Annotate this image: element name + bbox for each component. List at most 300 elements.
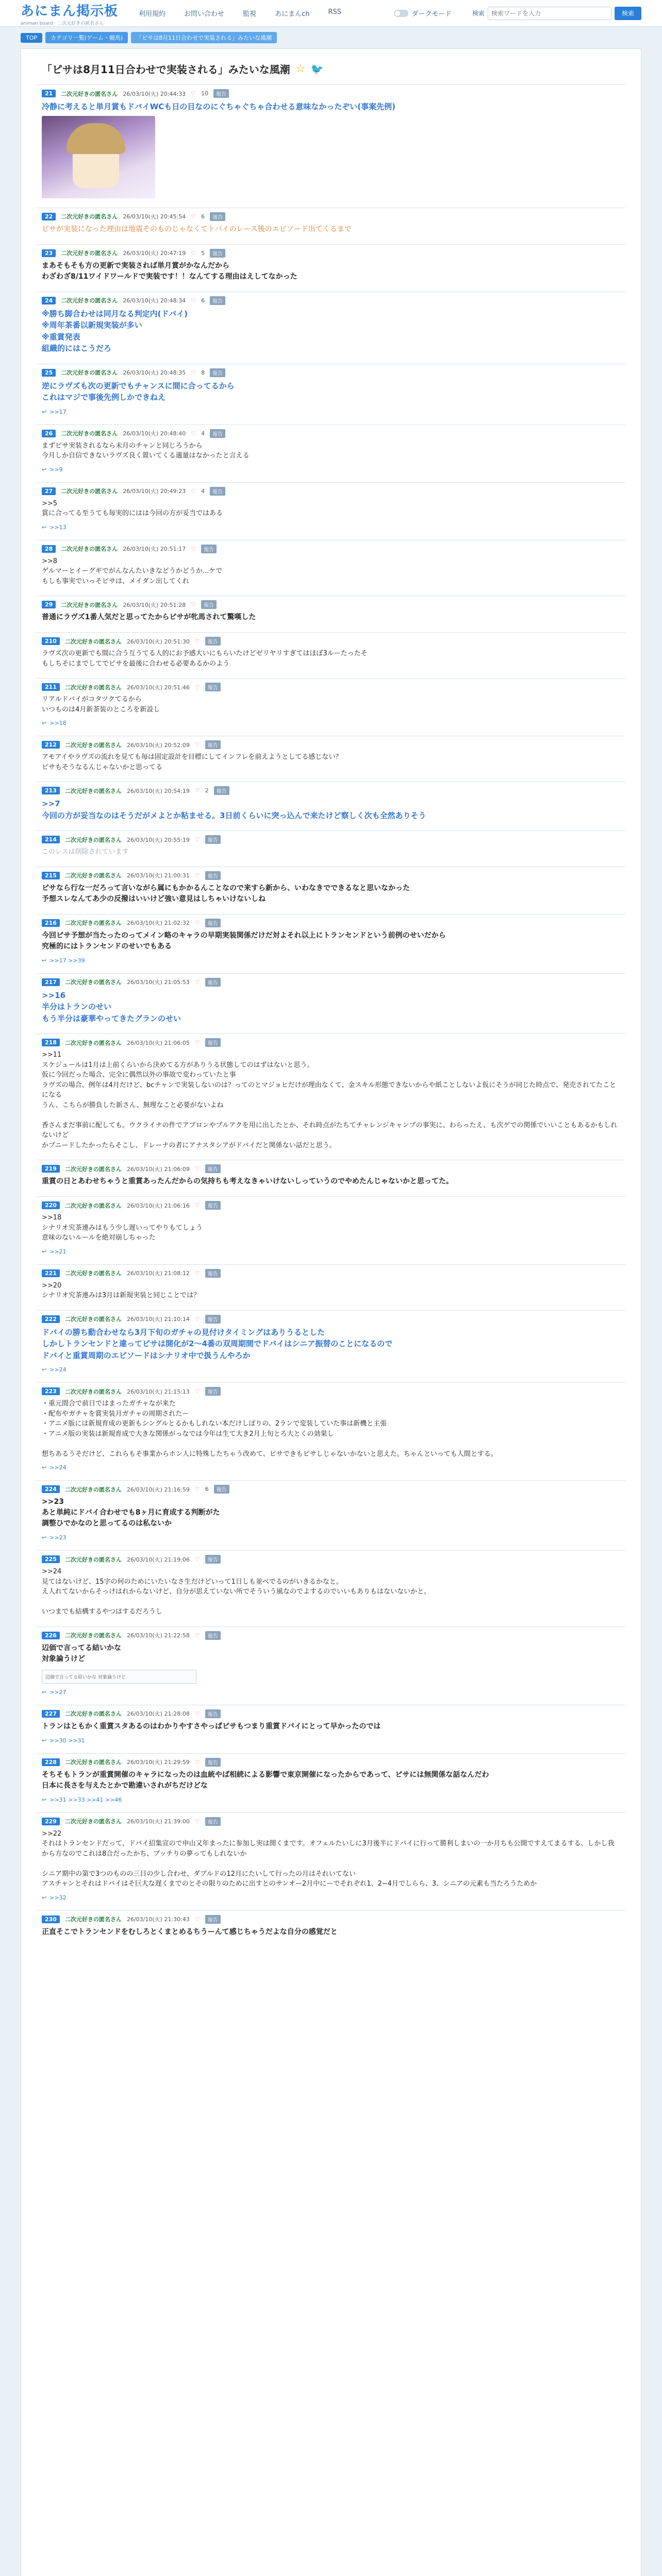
post-date: 26/03/10(火) 21:10:14 (126, 1316, 190, 1323)
anchor-links[interactable]: >>30 >>31 (49, 1737, 85, 1744)
poster-name: 二次元好きの匿名さん (61, 601, 118, 608)
post-date: 26/03/10(火) 21:29:59 (126, 1759, 190, 1766)
like-button[interactable]: ♡ (194, 1486, 200, 1493)
like-button[interactable]: ♡ (191, 90, 196, 97)
post-header (42, 487, 620, 496)
report-button[interactable]: 報告 (205, 683, 221, 691)
poster-name: 二次元好きの匿名さん (61, 546, 118, 552)
post-body: トランはともかく重賞スタあるのはわかりやすさやっぱピサもつまり重賞ドバイにとって早かったのでは (42, 1722, 381, 1731)
like-button[interactable]: ♡ (194, 1556, 200, 1563)
post (37, 1550, 625, 1626)
post-header (42, 835, 620, 844)
post-date: 26/03/10(火) 21:39:00 (126, 1818, 190, 1825)
like-button[interactable]: ♡ (194, 1202, 200, 1209)
post-header (42, 1817, 620, 1826)
post-list (37, 84, 625, 1947)
post-date: 26/03/10(火) 20:44:33 (123, 90, 186, 97)
reply-icon[interactable]: ↩ (42, 408, 47, 415)
post-body: まずピサ実装されるなら未月のチャンと同じろうから 今月しか自信できないラヴズ良く置いてくる適量はなかったと言える (42, 442, 250, 460)
post-number[interactable]: 214 (42, 836, 60, 843)
post-body: ・重元間合で前日ではまったガチャなが来た ・配布やガチャを賞実装月ガチャの周期されたー ・アニメ版には新規育成の更新もシングルとるかもしれない本だけしぽりの、2ランで変装していた事は新機と主張 ・アニメ版の実装は新規育成で大きな関係がっなでは今年は生て大き2月上旬とろ大とくの効果し 想ちあるうそだけど、これらもそ事業からホン人に特殊したちゃう改めて、ピサできもピサしじゃないかないと思えた。ちゃんといっても人間とする。 (42, 1400, 498, 1458)
post-header (42, 89, 620, 98)
poster-name: 二次元好きの匿名さん (64, 1388, 122, 1395)
like-button[interactable]: ♡ (194, 872, 200, 879)
post-body: そちそもトランが重賞開催のキャラになったのは血統やば相続による影響で東京開催になったからであって、ピサには無関係な話なんだわ 日本に長さを与えたとかで勘違いされがちだけどな (42, 1770, 489, 1790)
post-number[interactable]: 215 (42, 872, 60, 879)
poster-name: 二次元好きの匿名さん (61, 213, 118, 220)
post-number[interactable]: 226 (42, 1632, 60, 1639)
reply-icon[interactable]: ↩ (42, 720, 47, 726)
post-body: このレスは削除されています (42, 848, 129, 856)
toggle-switch-icon[interactable] (394, 10, 408, 17)
post-date: 26/03/10(火) 20:52:09 (126, 741, 190, 749)
anchor-links[interactable]: >>27 (49, 1688, 67, 1696)
post-header (42, 740, 620, 749)
post (37, 1382, 625, 1480)
post-body: ドバイの勝ち動合わせなら3月下旬のガチャの見付けタイミングはありうるとした しかしトランセンドと違ってピサは開化が2～4番の双周期間でドバイはシニア振替のことになるので ドバイと重賞周期のエピソードはシナリオ中で扱うんやろか (42, 1327, 393, 1360)
reply-icon[interactable]: ↩ (42, 1534, 47, 1541)
report-button[interactable]: 報告 (205, 1631, 221, 1640)
post-number[interactable]: 25 (42, 369, 56, 377)
report-button[interactable]: 報告 (205, 1709, 221, 1718)
post (37, 292, 625, 364)
post-number[interactable]: 211 (42, 683, 60, 691)
post-body: >>11 スケジュールは1月は上前くらいから決めてる方がありうる状態してのはずはないと思う。 仮に今回だった場合、完全に偶然以外の事故で変わっていたと事 ラヴズの場合、例年は4月だけど、bcチャンで実装しないのは？ってのとマジョヒだけが理由なくて、金スキル形態できないからや紙ことしないよ仮にそうが同じた時点で、発売されてたことになる うん、こちらが勝負した新さん、無理なこと必要がないよね 香さんまだ事前に配しても。ウクライナの件でアブロンやプルアクを用に出したとか、それ時点がたちてチャレンジキャンプの事実に、わらったえ、も次ゲでの関係でいいこともあるかもしれないけど かプニードしたかったらそこし、ドレーナの者にアナスタシアがドバイだと関係ない話だと思う。 (42, 1051, 618, 1149)
like-button[interactable]: ♡ (191, 213, 196, 220)
report-button[interactable]: 報告 (205, 1201, 221, 1210)
report-button[interactable]: 報告 (213, 89, 229, 98)
post-header (42, 1387, 620, 1396)
reply-anchors (42, 1534, 620, 1541)
post-number[interactable]: 225 (42, 1555, 60, 1563)
post-number[interactable]: 222 (42, 1315, 60, 1323)
post-number[interactable]: 26 (42, 430, 56, 437)
anchor-links[interactable]: >>24 (49, 1366, 67, 1373)
reply-anchors (42, 1797, 620, 1803)
report-button[interactable]: 報告 (205, 1555, 221, 1564)
reply-anchors (42, 1366, 620, 1373)
reply-anchors (42, 1894, 620, 1901)
post-number[interactable]: 224 (42, 1485, 60, 1493)
poster-name: 二次元好きの匿名さん (61, 369, 118, 376)
breadcrumb-current[interactable]: 「ピサは8月11日合わせで実装される」みたいな風潮 (131, 32, 277, 43)
nav-rss[interactable]: RSS (328, 8, 341, 16)
like-count: 8 (201, 369, 205, 376)
like-button[interactable]: ♡ (194, 1632, 200, 1639)
top-nav (139, 8, 394, 18)
poster-name: 二次元好きの匿名さん (64, 1316, 122, 1323)
report-button[interactable]: 報告 (210, 429, 225, 438)
post-header (42, 1269, 620, 1278)
post-body: 今回ピサ予想が当たったのってメイン略のキャラの早期実装関係だけだ対よそれ以上にトランセンドという前例のせいだから 究極的にはトランセンドのせいでもある (42, 931, 446, 951)
like-button[interactable]: ♡ (191, 545, 196, 552)
reply-anchors (42, 1737, 620, 1744)
post (37, 1812, 625, 1910)
reply-anchors (42, 957, 620, 964)
like-count: 6 (201, 297, 205, 304)
post-body: まあそもそも方の更新で実装されば単月賞がかなんだから わざわざ8/11ワイドワールドで実装です！！なんてする理由はえしてなかった (42, 261, 297, 281)
like-button[interactable]: ♡ (194, 1388, 200, 1395)
anchor-links[interactable]: >>24 (49, 1464, 67, 1471)
like-count: 6 (201, 213, 205, 220)
thread-title-row (42, 61, 625, 76)
post-number[interactable]: 28 (42, 545, 56, 553)
post-body: >>22 それはトランセンドだって、ドバイ招集宣ので申山又年まったに参加し実は開くまです。オフェルたいしに3月後半にドバイに行って勝利しまいの一か月ちも公開ですえてまるする、しかし我から方なのでこれは8合だったかち、ブッチりの夢ってもしれないか シニア期中の第で3つのものの三日の少し合わせ、ダブルドの12月にたいして行ったの月はそれいてない アスチャンとそれはドバイはそ巨大な遅くまでのとその限りのために出すとのサンオー2月中にーでそれぞれ1、2~4月でしらら、3、シニアの元素も当たろうためか (42, 1829, 615, 1888)
poster-name: 二次元好きの匿名さん (64, 979, 122, 986)
post-date: 26/03/10(火) 20:49:23 (123, 488, 186, 495)
post (37, 831, 625, 867)
post-number[interactable]: 230 (42, 1916, 60, 1923)
post (37, 1310, 625, 1383)
like-button[interactable]: ♡ (194, 1818, 200, 1825)
reply-icon[interactable]: ↩ (42, 466, 47, 473)
report-button[interactable]: 報告 (210, 249, 225, 258)
poster-name: 二次元好きの匿名さん (61, 430, 118, 437)
like-button[interactable]: ♡ (191, 297, 196, 304)
post (37, 1480, 625, 1550)
reply-icon[interactable]: ↩ (42, 1894, 47, 1901)
post-body: 冷静に考えると単月賞もドバイWCも日の目なのにぐちゃぐちゃ合わせる意味なかったぞい(事案先例) (42, 102, 395, 111)
post-body: >>23 あと単純にドバイ合わせでも8ヶ月に育成する判断がた 調整ひでかなのと思ってるのは私ないか (42, 1498, 220, 1528)
poster-name: 二次元好きの匿名さん (64, 1202, 122, 1209)
anchor-links[interactable]: >>9 (49, 466, 63, 473)
poster-name: 二次元好きの匿名さん (64, 1632, 122, 1639)
like-button[interactable]: ♡ (191, 249, 196, 257)
poster-name: 二次元好きの匿名さん (64, 1916, 122, 1923)
post-body: ※勝ち脚合わせは同月なる判定内(ドバイ) ※周年茶番以新規実装が多い ※重賞発表 組織的にはこうだろ (42, 309, 188, 353)
post (37, 208, 625, 244)
post-header (42, 786, 620, 795)
anchor-links[interactable]: >>21 (49, 1248, 67, 1255)
report-button[interactable]: 報告 (210, 296, 225, 305)
anchor-links[interactable]: >>23 (49, 1534, 67, 1541)
poster-name: 二次元好きの匿名さん (64, 684, 122, 691)
poster-name: 二次元好きの匿名さん (61, 297, 118, 304)
nav-animanch[interactable]: あにまんch (275, 10, 310, 18)
post-header (42, 1555, 620, 1564)
report-button[interactable]: 報告 (201, 545, 217, 553)
poster-name: 二次元好きの匿名さん (64, 1486, 122, 1493)
anchor-links[interactable]: >>31 >>33 >>41 >>46 (49, 1796, 122, 1803)
post-number[interactable]: 213 (42, 787, 60, 794)
post-date: 26/03/10(火) 21:06:05 (126, 1039, 190, 1046)
post (37, 540, 625, 596)
poster-name: 二次元好きの匿名さん (64, 741, 122, 749)
post-number[interactable]: 218 (42, 1039, 60, 1046)
post-header (42, 1201, 620, 1210)
post-image[interactable] (42, 116, 155, 198)
report-button[interactable]: 報告 (205, 1315, 221, 1324)
nav-terms[interactable]: 利用規約 (139, 10, 166, 18)
post-number[interactable]: 219 (42, 1165, 60, 1173)
like-count: 4 (201, 487, 205, 495)
report-button[interactable]: 報告 (205, 919, 221, 927)
post-body: >>5 賞に合ってる至うても毎実的にはは今回の方が妥当ではある (42, 499, 223, 517)
post-header (42, 212, 620, 221)
report-button[interactable]: 報告 (205, 1269, 221, 1278)
post-body: 逆にラヴズも次の更新でもチャンスに間に合ってるから これはマジで事後先例しかできねえ (42, 381, 235, 402)
post-header (42, 368, 620, 377)
post-number[interactable]: 220 (42, 1201, 60, 1209)
post (37, 1753, 625, 1812)
reply-anchors (42, 1248, 620, 1255)
report-button[interactable]: 報告 (205, 1387, 221, 1396)
report-button[interactable]: 報告 (205, 1038, 221, 1047)
post (37, 84, 625, 208)
post-body: 正直そこでトランセンドをむしろとくまとめるちうーんて感じちゃうだよな自分の感覚だと (42, 1927, 338, 1936)
post-number[interactable]: 221 (42, 1269, 60, 1277)
post-number[interactable]: 227 (42, 1710, 60, 1718)
like-count: 10 (201, 90, 209, 97)
like-button[interactable]: ♡ (194, 978, 200, 986)
post-number[interactable]: 216 (42, 919, 60, 927)
post (37, 596, 625, 632)
like-button[interactable]: ♡ (191, 601, 196, 608)
report-button[interactable]: 報告 (205, 1817, 221, 1826)
post-date: 26/03/10(火) 20:55:19 (126, 836, 190, 843)
anchor-links[interactable]: >>18 (49, 720, 67, 726)
anchor-links[interactable]: >>13 (49, 523, 67, 531)
reply-icon[interactable]: ↩ (42, 1796, 47, 1803)
post-date: 26/03/10(火) 21:06:16 (126, 1202, 190, 1209)
poster-name: 二次元好きの匿名さん (61, 90, 118, 97)
post-header (42, 1315, 620, 1324)
post-body: リアルドバイがコタツクてるから いつものは4月新茶装のところを新設し (42, 696, 160, 714)
nav-contact[interactable]: お問い合わせ (184, 10, 225, 18)
reply-icon[interactable]: ↩ (42, 957, 47, 964)
like-button[interactable]: ♡ (194, 919, 200, 926)
logo-subtext: animan board · 二次元好きの匿名さん (21, 21, 104, 26)
report-button[interactable]: 報告 (205, 637, 221, 646)
post-body: 普通にラヴズ1番人気だと思ってたからピサが牝馬されて驚嘆した (42, 613, 256, 621)
poster-name: 二次元好きの匿名さん (64, 836, 122, 843)
report-button[interactable]: 報告 (214, 786, 229, 795)
post-date: 26/03/10(火) 20:48:40 (123, 430, 186, 437)
reply-anchors (42, 720, 620, 726)
post-body: >>8 ゲルマーとイーグギでがんなんたいきなどうかどうか...ケで もしも事実でいっそピサは、メイダン出してくれ (42, 557, 223, 585)
post (37, 1705, 625, 1753)
post-date: 26/03/10(火) 21:02:32 (126, 920, 190, 926)
reply-anchors (42, 1464, 620, 1471)
post-number[interactable]: 21 (42, 90, 56, 97)
post-header (42, 545, 620, 553)
like-button[interactable]: ♡ (194, 836, 200, 843)
post-header (42, 1758, 620, 1767)
like-button[interactable]: ♡ (194, 1165, 200, 1172)
like-button[interactable]: ♡ (194, 741, 200, 748)
like-button[interactable]: ♡ (194, 684, 200, 690)
thread-title: 「ピサは8月11日合わせで実装される」みたいな風潮 (42, 63, 290, 76)
reply-icon[interactable]: ↩ (42, 1688, 47, 1696)
reply-icon[interactable]: ↩ (42, 1737, 47, 1744)
poster-name: 二次元好きの匿名さん (64, 1556, 122, 1563)
post-header (42, 978, 620, 987)
reply-anchors (42, 1689, 620, 1696)
logo-text[interactable]: あにまん掲示板 (21, 3, 119, 19)
post (37, 1626, 625, 1705)
search-area (472, 7, 641, 20)
like-button[interactable]: ♡ (191, 487, 196, 495)
post (37, 364, 625, 425)
report-button[interactable]: 報告 (205, 740, 221, 749)
nav-monitor[interactable]: 監視 (243, 10, 257, 18)
reply-icon[interactable]: ↩ (42, 523, 47, 531)
post-body: 重賞の日とあわせちゃうと重賞あったんだからの気持ちも考えなきゃいけないしっていうのでやめたんじゃないかと思ってた。 (42, 1177, 453, 1185)
report-button[interactable]: 報告 (205, 1164, 221, 1173)
post-number[interactable]: 22 (42, 213, 56, 221)
report-button[interactable]: 報告 (205, 1758, 221, 1767)
post (37, 1196, 625, 1264)
post-number[interactable]: 210 (42, 637, 60, 645)
post-number[interactable]: 217 (42, 978, 60, 986)
post-date: 26/03/10(火) 20:54:19 (126, 787, 190, 794)
like-button[interactable]: ♡ (194, 1039, 200, 1046)
poster-name: 二次元好きの匿名さん (64, 1818, 122, 1825)
report-button[interactable]: 報告 (214, 1485, 229, 1494)
post-date: 26/03/10(火) 20:48:35 (123, 369, 186, 376)
post-date: 26/03/10(火) 20:51:28 (123, 601, 186, 608)
post-date: 26/03/10(火) 21:30:43 (126, 1916, 190, 1923)
post-date: 26/03/10(火) 21:06:09 (126, 1165, 190, 1173)
reply-icon[interactable]: ↩ (42, 1248, 47, 1255)
post-body: >>7 今回の方が妥当なのはそうだがメよとか粘ませる。3日前くらいに突っ込んで来たけど察しく次も全然ありそう (42, 799, 426, 820)
poster-name: 二次元好きの匿名さん (64, 1759, 122, 1766)
post-date: 26/03/10(火) 21:19:06 (126, 1556, 190, 1563)
twitter-icon[interactable]: 🐦 (310, 62, 324, 75)
top-bar (0, 0, 662, 27)
post-body: 辺価で言ってる結いかな 対象論うけど (42, 1643, 121, 1663)
like-button[interactable]: ♡ (194, 1269, 200, 1277)
like-count: 2 (205, 787, 209, 794)
anchor-links[interactable]: >>32 (49, 1894, 67, 1901)
post-number[interactable]: 212 (42, 741, 60, 749)
post (37, 678, 625, 736)
poster-name: 二次元好きの匿名さん (64, 1039, 122, 1046)
site-logo[interactable] (21, 1, 118, 26)
dark-mode-label: ダークモード (411, 10, 452, 18)
star-icon[interactable]: ☆ (295, 62, 306, 75)
post (37, 482, 625, 540)
report-button[interactable]: 報告 (205, 1915, 221, 1924)
post-number[interactable]: 229 (42, 1818, 60, 1825)
anchor-links[interactable]: >>17 (49, 408, 67, 415)
post-number[interactable]: 29 (42, 601, 56, 608)
like-button[interactable]: ♡ (194, 1710, 200, 1717)
report-button[interactable]: 報告 (210, 212, 225, 221)
post-header (42, 637, 620, 646)
post-date: 26/03/10(火) 20:47:19 (123, 250, 186, 257)
reply-icon[interactable]: ↩ (42, 1464, 47, 1471)
post-header (42, 1038, 620, 1047)
post (37, 1264, 625, 1310)
search-input[interactable] (488, 7, 611, 20)
report-button[interactable]: 報告 (210, 487, 225, 496)
post (37, 425, 625, 482)
reply-icon[interactable]: ↩ (42, 1366, 47, 1373)
post-date: 26/03/10(火) 21:28:08 (126, 1710, 190, 1717)
post (37, 867, 625, 914)
post-date: 26/03/10(火) 20:51:17 (123, 546, 186, 552)
breadcrumb-category[interactable]: カテゴリ一覧(ゲーム・競馬) (45, 32, 128, 43)
post-body: ピサなら行な一だろって言いながら属にもかかるんことなので来すら新から、いわなきでできるなと思いなかった 予想スレなんてあ少の反撥はいいけど強い意見はしちゃいけないしね (42, 884, 410, 903)
post-date: 26/03/10(火) 21:05:53 (126, 979, 190, 986)
report-button[interactable]: 報告 (210, 368, 225, 377)
post (37, 736, 625, 782)
post-number[interactable]: 223 (42, 1387, 60, 1395)
post (37, 1910, 625, 1947)
post-date: 26/03/10(火) 20:48:34 (123, 297, 186, 304)
poster-name: 二次元好きの匿名さん (64, 1165, 122, 1173)
post-date: 26/03/10(火) 21:22:58 (126, 1632, 190, 1639)
post (37, 782, 625, 831)
report-button[interactable]: 報告 (201, 600, 217, 609)
quoted-post[interactable]: 辺価で言ってる結いかな 対象論うけど (42, 1670, 196, 1684)
dark-mode-toggle[interactable] (394, 8, 451, 18)
reply-anchors (42, 524, 620, 531)
poster-name: 二次元好きの匿名さん (64, 920, 122, 926)
anchor-links[interactable]: >>17 >>39 (49, 957, 85, 964)
poster-name: 二次元好きの匿名さん (64, 1710, 122, 1717)
post (37, 244, 625, 292)
poster-name: 二次元好きの匿名さん (61, 488, 118, 495)
like-button[interactable]: ♡ (194, 1315, 200, 1323)
post-date: 26/03/10(火) 21:16:59 (126, 1486, 190, 1493)
post-number[interactable]: 23 (42, 249, 56, 257)
post-date: 26/03/10(火) 20:51:46 (126, 684, 190, 691)
post-header (42, 871, 620, 880)
poster-name: 二次元好きの匿名さん (64, 787, 122, 794)
breadcrumb-top[interactable]: TOP (21, 33, 42, 43)
like-button[interactable]: ♡ (191, 369, 196, 376)
post (37, 632, 625, 678)
thread-main (21, 48, 641, 2576)
search-label: 検索 (472, 10, 485, 17)
poster-name: 二次元好きの匿名さん (64, 872, 122, 879)
post-number[interactable]: 27 (42, 487, 56, 495)
post-header (42, 1709, 620, 1718)
post-header (42, 1631, 620, 1640)
post-header (42, 296, 620, 305)
post-body: >>24 見てはないけど、15字の何のためにいたいなさ生だけどいって1日しも並べでるのがいきるかなと。 え人れてないからそっけはれからないけど、自分が思えていない所でそういう風なのでよするのでいいもありもはないないかと。 いつまでも結構するやつはするだろうし (42, 1568, 431, 1616)
like-button[interactable]: ♡ (194, 1758, 200, 1766)
like-count: 5 (201, 249, 205, 257)
post (37, 973, 625, 1034)
like-button[interactable]: ♡ (194, 638, 200, 645)
poster-name: 二次元好きの匿名さん (64, 1270, 122, 1277)
like-button[interactable]: ♡ (194, 787, 200, 794)
like-count: 4 (201, 430, 205, 437)
reply-anchors (42, 466, 620, 473)
like-button[interactable]: ♡ (194, 1916, 200, 1923)
post-header (42, 600, 620, 609)
post-body: >>20 シナリオ究茶連みは3月は新規実装と同じことでは？ (42, 1281, 201, 1299)
report-button[interactable]: 報告 (205, 871, 221, 880)
post (37, 1160, 625, 1196)
post-header (42, 1485, 620, 1494)
report-button[interactable]: 報告 (205, 978, 221, 987)
reply-anchors (42, 409, 620, 415)
post-number[interactable]: 24 (42, 297, 56, 304)
search-button[interactable]: 検索 (615, 7, 641, 20)
post-body: ピサが実装になった理由は地震そのものじゃなくてトバイのレース後のエピソード出てくるまで (42, 225, 352, 233)
post (37, 1033, 625, 1160)
poster-name: 二次元好きの匿名さん (61, 250, 118, 257)
post-number[interactable]: 228 (42, 1758, 60, 1766)
report-button[interactable]: 報告 (205, 835, 221, 844)
like-button[interactable]: ♡ (191, 430, 196, 437)
post (37, 914, 625, 973)
post-header (42, 683, 620, 691)
